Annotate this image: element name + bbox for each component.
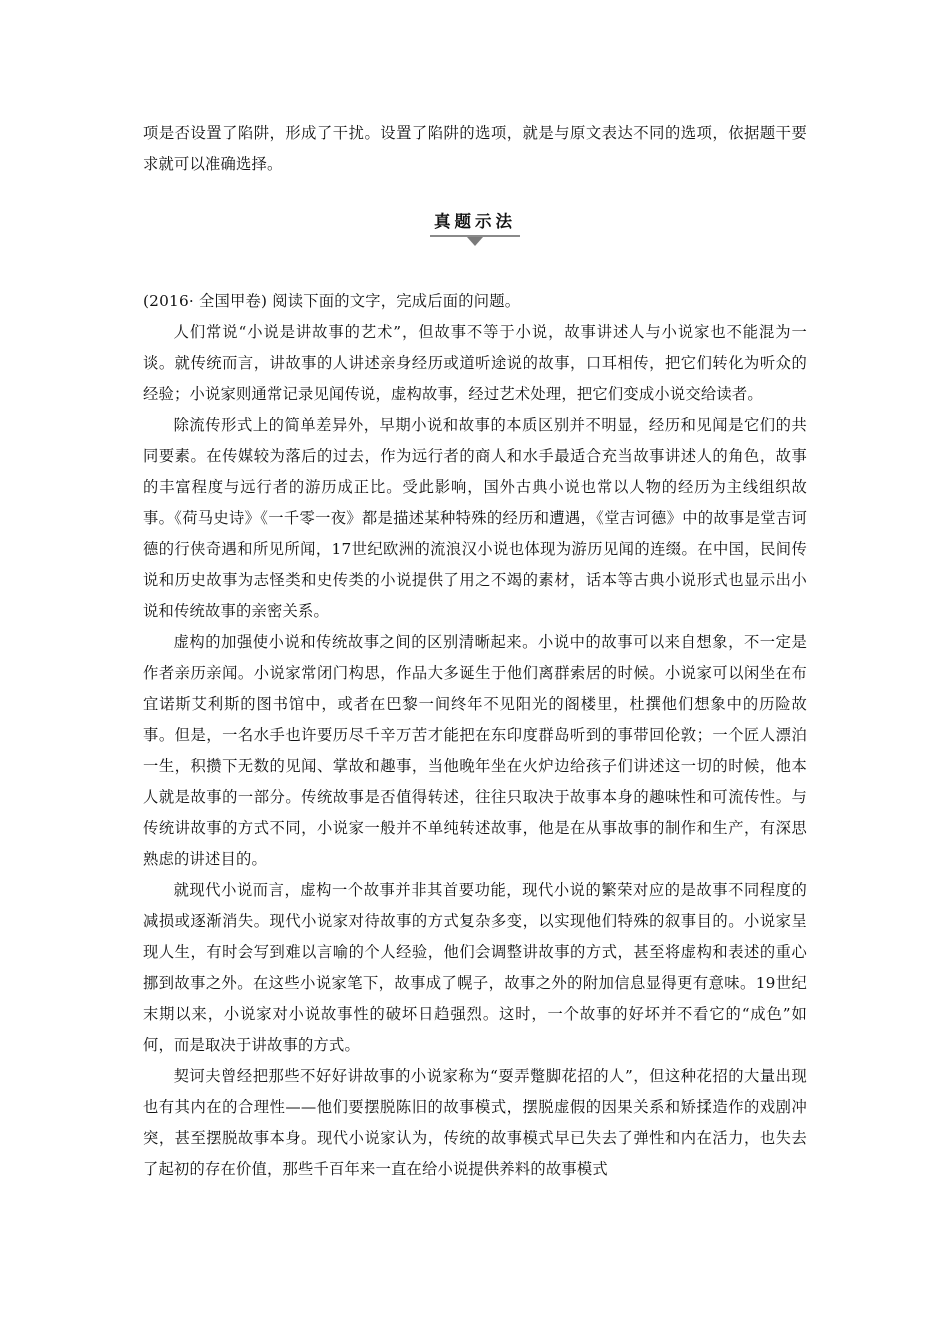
- triangle-down-icon: [467, 237, 483, 246]
- document-content: [143, 118, 807, 1185]
- source-line: (2016· 全国甲卷) 阅读下面的文字，完成后面的问题。: [143, 292, 521, 310]
- intro-paragraph: 项是否设置了陷阱，形成了干扰。设置了陷阱的选项，就是与原文表达不同的选项，依据题干要求就可以准确选择。: [143, 124, 807, 173]
- passage-paragraph-3: 虚构的加强使小说和传统故事之间的区别清晰起来。小说中的故事可以来自想象，不一定是作者亲历亲闻。小说家常闭门构思，作品大多诞生于他们离群索居的时候。小说家可以闲坐在布宜诺斯艾利斯的图书馆中，或者在巴黎一间终年不见阳光的阁楼里，杜撰他们想象中的历险故事。但是，一名水手也许要历尽千辛万苦才能把在东印度群岛听到的事带回伦敦；一个匠人漂泊一生，积攒下无数的见闻、掌故和趣事，当他晚年坐在火炉边给孩子们讲述这一切的时候，他本人就是故事的一部分。传统故事是否值得转述，往往只取决于故事本身的趣味性和可流传性。与传统讲故事的方式不同，小说家一般并不单纯转述故事，他是在从事故事的制作和生产，有深思熟虑的讲述目的。: [143, 633, 807, 868]
- section-title: 真题示法: [434, 212, 516, 231]
- passage-paragraph-1: 人们常说“小说是讲故事的艺术”，但故事不等于小说，故事讲述人与小说家也不能混为一谈。就传统而言，讲故事的人讲述亲身经历或道听途说的故事，口耳相传，把它们转化为听众的经验；小说家则通常记录见闻传说，虚构故事，经过艺术处理，把它们变成小说交给读者。: [143, 323, 807, 403]
- passage-paragraph-5: 契诃夫曾经把那些不好好讲故事的小说家称为“耍弄蹩脚花招的人”，但这种花招的大量出现也有其内在的合理性——他们要摆脱陈旧的故事模式，摆脱虚假的因果关系和矫揉造作的戏剧冲突，甚至摆脱故事本身。现代小说家认为，传统的故事模式早已失去了弹性和内在活力，也失去了起初的存在价值，那些千百年来一直在给小说提供养料的故事模式: [143, 1067, 807, 1178]
- passage-paragraph-4: 就现代小说而言，虚构一个故事并非其首要功能，现代小说的繁荣对应的是故事不同程度的减损或逐渐消失。现代小说家对待故事的方式复杂多变，以实现他们特殊的叙事目的。小说家呈现人生，有时会写到难以言喻的个人经验，他们会调整讲故事的方式，甚至将虚构和表述的重心挪到故事之外。在这些小说家笔下，故事成了幌子，故事之外的附加信息显得更有意味。19世纪末期以来，小说家对小说故事性的破坏日趋强烈。这时，一个故事的好坏并不看它的“成色”如何，而是取决于讲故事的方式。: [143, 881, 807, 1054]
- passage-paragraph-2: 除流传形式上的简单差异外，早期小说和故事的本质区别并不明显，经历和见闻是它们的共同要素。在传媒较为落后的过去，作为远行者的商人和水手最适合充当故事讲述人的角色，故事的丰富程度与远行者的游历成正比。受此影响，国外古典小说也常以人物的经历为主线组织故事。《荷马史诗》《一千零一夜》都是描述某种特殊的经历和遭遇，《堂吉诃德》中的故事是堂吉诃德的行侠奇遇和所见所闻，17世纪欧洲的流浪汉小说也体现为游历见闻的连缀。在中国，民间传说和历史故事为志怪类和史传类的小说提供了用之不竭的素材，话本等古典小说形式也显示出小说和传统故事的亲密关系。: [143, 416, 807, 620]
- section-header: [143, 180, 807, 286]
